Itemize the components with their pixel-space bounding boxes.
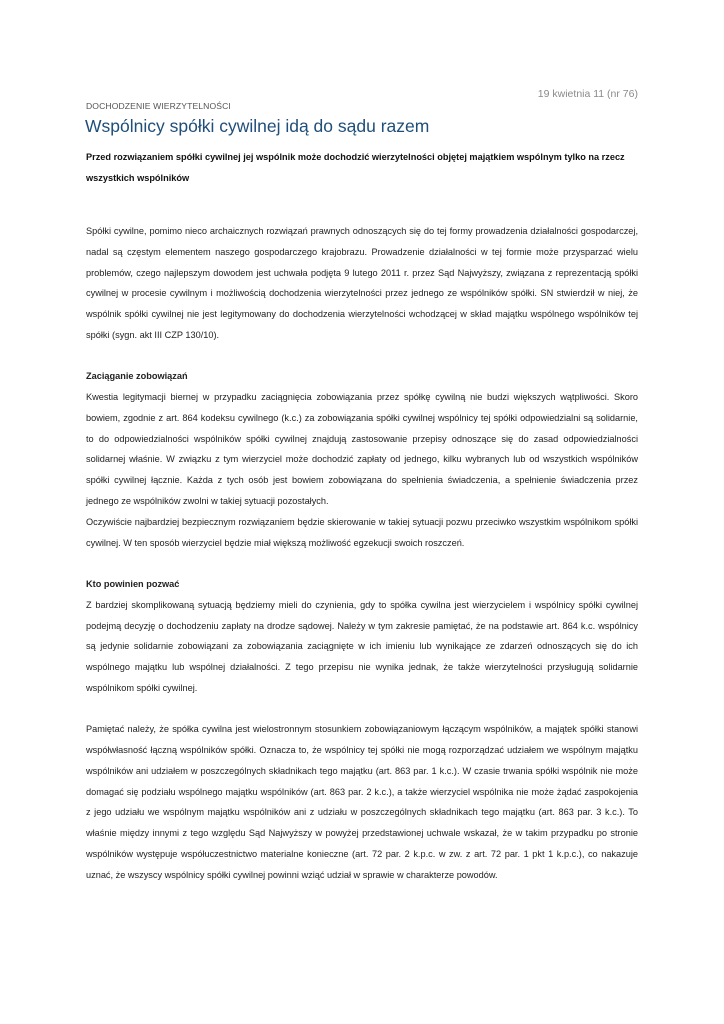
section-heading-who-should-sue: Kto powinien pozwać [86, 578, 180, 589]
article-title: Wspólnicy spółki cywilnej idą do sądu razem [85, 116, 430, 136]
article-category: DOCHODZENIE WIERZYTELNOŚCI [86, 101, 231, 111]
section2-paragraph-2: Pamiętać należy, że spółka cywilna jest wielostronnym stosunkiem zobowiązaniowym łączącym wspólników, a majątek spółki stanowi współwłasność łączną wspólników spółki. Oznacza to, że wspólnicy tej spółki nie mogą rozporządzać udziałem we wspólnym majątku wspólników ani udziałem w poszczególnych składnikach tego majątku (art. 863 par. 1 k.c.). W czasie trwania spółki wspólnik nie może domagać się podziału wspólnego majątku wspólników (art. 863 par. 2 k.c.), a także wierzyciel wspólnika nie może żądać zaspokojenia z jego udziału we wspólnym majątku wspólników ani z udziału w poszczególnych składnikach tego majątku (art. 863 par. 3 k.c.). To właśnie między innymi z tego względu Sąd Najwyższy w powyżej przedstawionej uchwale wskazał, że w takim przypadku po stronie wspólników występuje współuczestnictwo materialne konieczne (art. 72 par. 2 k.p.c. w zw. z art. 72 par. 1 pkt 1 k.p.c.), co nakazuje uznać, że wszyscy wspólnicy spółki cywilnej powinni wziąć udział w sprawie w charakterze powodów. [86, 724, 638, 880]
intro-paragraph: Spółki cywilne, pomimo nieco archaicznych rozwiązań prawnych odnoszących się do tej formy prowadzenia działalności gospodarczej, nadal są częstym elementem naszego gospodarczego krajobrazu. Prowadzenie działalności w tej formie może przysparzać wielu problemów, czego najlepszym dowodem jest uchwała podjęta 9 lutego 2011 r. przez Sąd Najwyższy, związana z reprezentacją spółki cywilnej w procesie cywilnym i możliwością dochodzenia wierzytelności przez jednego ze wspólników spółki. SN stwierdził w niej, że wspólnik spółki cywilnej nie jest legitymowany do dochodzenia wierzytelności wchodzącej w skład majątku wspólnego wspólników tej spółki (sygn. akt III CZP 130/10). [86, 226, 638, 340]
section1-paragraph-1: Kwestia legitymacji biernej w przypadku zaciągnięcia zobowiązania przez spółkę cywilną nie budzi większych wątpliwości. Skoro bowiem, zgodnie z art. 864 kodeksu cywilnego (k.c.) za zobowiązania spółki cywilnej wspólnicy tej spółki odpowiedzialni są solidarnie, to do odpowiedzialności wspólników spółki cywilnej znajdują zastosowanie przepisy odnoszące się do zasad odpowiedzialności solidarnej właśnie. W związku z tym wierzyciel może dochodzić zapłaty od jednego, kilku wybranych lub od wszystkich wspólników spółki cywilnej łącznie. Każda z tych osób jest bowiem zobowiązana do spełnienia świadczenia, a spełnienie świadczenia przez jednego ze wspólników zwolni w takiej sytuacji pozostałych. [86, 392, 638, 507]
section2-paragraph-1: Z bardziej skomplikowaną sytuacją będziemy mieli do czynienia, gdy to spółka cywilna jest wierzycielem i wspólnicy spółki cywilnej podejmą decyzję o dochodzeniu zapłaty na drodze sądowej. Należy w tym zakresie pamiętać, że na podstawie art. 864 k.c. wspólnicy są jedynie solidarnie zobowiązani za zobowiązania zaciągnięte w ich imieniu lub wynikające ze zdarzeń odnoszących się do ich wspólnego majątku lub wspólnej działalności. Z tego przepisu nie wynika jednak, że także wierzytelności przysługują solidarnie wspólnikom spółki cywilnej. [86, 599, 638, 693]
article-lead: Przed rozwiązaniem spółki cywilnej jej wspólnik może dochodzić wierzytelności objętej majątkiem wspólnym tylko na rzecz wszystkich wspólników [86, 152, 625, 183]
article-body [86, 221, 638, 886]
section1-paragraph-2: Oczywiście najbardziej bezpiecznym rozwiązaniem będzie skierowanie w takiej sytuacji pozwu przeciwko wszystkim wspólnikom spółki cywilnej. W ten sposób wierzyciel będzie miał większą możliwość egzekucji swoich roszczeń. [86, 516, 638, 548]
issue-date: 19 kwietnia 11 (nr 76) [537, 88, 638, 100]
section-heading-obligations: Zaciąganie zobowiązań [86, 371, 188, 382]
